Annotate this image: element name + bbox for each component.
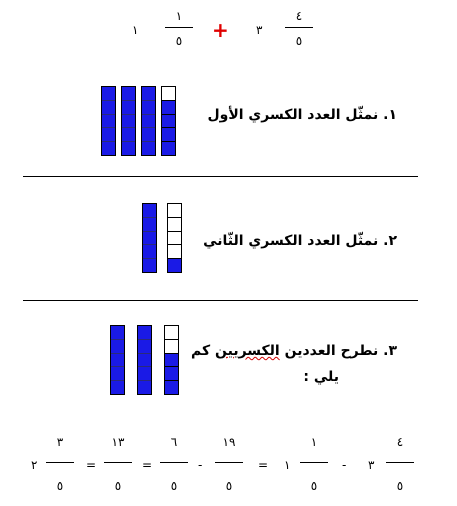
shaded-fifth [122, 100, 135, 114]
whole-bar [101, 86, 116, 156]
denominator: ٥ [170, 479, 178, 493]
shaded-fifth [111, 353, 124, 367]
fraction-bar [160, 462, 188, 463]
shaded-fifth [122, 127, 135, 141]
shaded-fifth [122, 114, 135, 128]
fraction-bar [104, 462, 132, 463]
empty-fifth [162, 87, 175, 100]
shaded-fifth [142, 141, 155, 155]
whole-bar [137, 325, 152, 395]
whole-bar [121, 86, 136, 156]
denominator: ٥ [310, 479, 318, 493]
denominator: ٥ [295, 34, 303, 48]
partial-bar [164, 325, 179, 395]
numerator: ٤ [396, 435, 404, 449]
denominator: ٥ [396, 479, 404, 493]
solution-first-whole: ٣ [368, 458, 375, 472]
minus-sign: - [342, 458, 347, 472]
shaded-fifth [165, 366, 178, 380]
numerator: ١٣ [111, 435, 125, 449]
empty-fifth [168, 217, 181, 231]
equals-sign: = [142, 458, 153, 472]
shaded-fifth [138, 326, 151, 339]
empty-fifth [165, 339, 178, 353]
equals-sign: = [86, 458, 97, 472]
problem-right-whole: ٣ [256, 23, 263, 37]
partial-bar [167, 203, 182, 273]
empty-fifth [168, 231, 181, 245]
shaded-fifth [162, 141, 175, 155]
problem-left-whole: ١ [132, 23, 139, 37]
shaded-fifth [122, 141, 135, 155]
equals-sign: = [258, 458, 269, 472]
numerator: ٦ [170, 435, 178, 449]
spelling-flagged-word: الكسريين [215, 343, 280, 359]
fraction-bar [215, 462, 243, 463]
fraction-bar [285, 27, 313, 28]
whole-bar [141, 86, 156, 156]
shaded-fifth [162, 114, 175, 128]
shaded-fifth [143, 231, 156, 245]
shaded-fifth [138, 339, 151, 353]
shaded-fifth [111, 366, 124, 380]
shaded-fifth [138, 380, 151, 394]
step-2-label: ٢. نمثّل العدد الكسري الثّاني [203, 233, 397, 249]
numerator: ١ [310, 435, 318, 449]
shaded-fifth [111, 339, 124, 353]
numerator: ٣ [56, 435, 64, 449]
step-3-label [191, 342, 397, 360]
shaded-fifth [165, 353, 178, 367]
partial-bar [161, 86, 176, 156]
divider-line [23, 300, 418, 301]
shaded-fifth [102, 100, 115, 114]
fraction-bar [300, 462, 328, 463]
solution-result-whole: ٢ [31, 458, 38, 472]
minus-sign: - [198, 458, 203, 472]
whole-bar [142, 203, 157, 273]
divider-line [23, 176, 418, 177]
shaded-fifth [143, 204, 156, 217]
empty-fifth [165, 326, 178, 339]
shaded-fifth [142, 127, 155, 141]
step-3-label-line2: يلي : [303, 369, 339, 385]
denominator: ٥ [56, 479, 64, 493]
shaded-fifth [102, 141, 115, 155]
fraction-bar [46, 462, 74, 463]
empty-fifth [168, 204, 181, 217]
fraction-bar [165, 27, 193, 28]
shaded-fifth [111, 326, 124, 339]
shaded-fifth [102, 114, 115, 128]
whole-bar [110, 325, 125, 395]
shaded-fifth [138, 353, 151, 367]
shaded-fifth [142, 87, 155, 100]
empty-fifth [168, 244, 181, 258]
step-1-label: ١. نمثّل العدد الكسري الأول [207, 107, 397, 123]
fraction-bar [386, 462, 414, 463]
shaded-fifth [143, 244, 156, 258]
solution-second-whole: ١ [284, 458, 291, 472]
denominator: ٥ [175, 34, 183, 48]
numerator: ٤ [295, 9, 303, 23]
shaded-fifth [142, 114, 155, 128]
shaded-fifth [168, 258, 181, 272]
shaded-fifth [162, 127, 175, 141]
denominator: ٥ [114, 479, 122, 493]
shaded-fifth [102, 87, 115, 100]
shaded-fifth [102, 127, 115, 141]
shaded-fifth [122, 87, 135, 100]
shaded-fifth [162, 100, 175, 114]
denominator: ٥ [225, 479, 233, 493]
shaded-fifth [142, 100, 155, 114]
numerator: ١ [175, 9, 183, 23]
shaded-fifth [143, 258, 156, 272]
shaded-fifth [111, 380, 124, 394]
step-3-text-a: ٣. نطرح العددين [279, 343, 397, 359]
step-3-text-c: كم [191, 343, 215, 359]
shaded-fifth [138, 366, 151, 380]
numerator: ١٩ [222, 435, 236, 449]
shaded-fifth [165, 380, 178, 394]
shaded-fifth [143, 217, 156, 231]
plus-operator: + [212, 18, 229, 42]
